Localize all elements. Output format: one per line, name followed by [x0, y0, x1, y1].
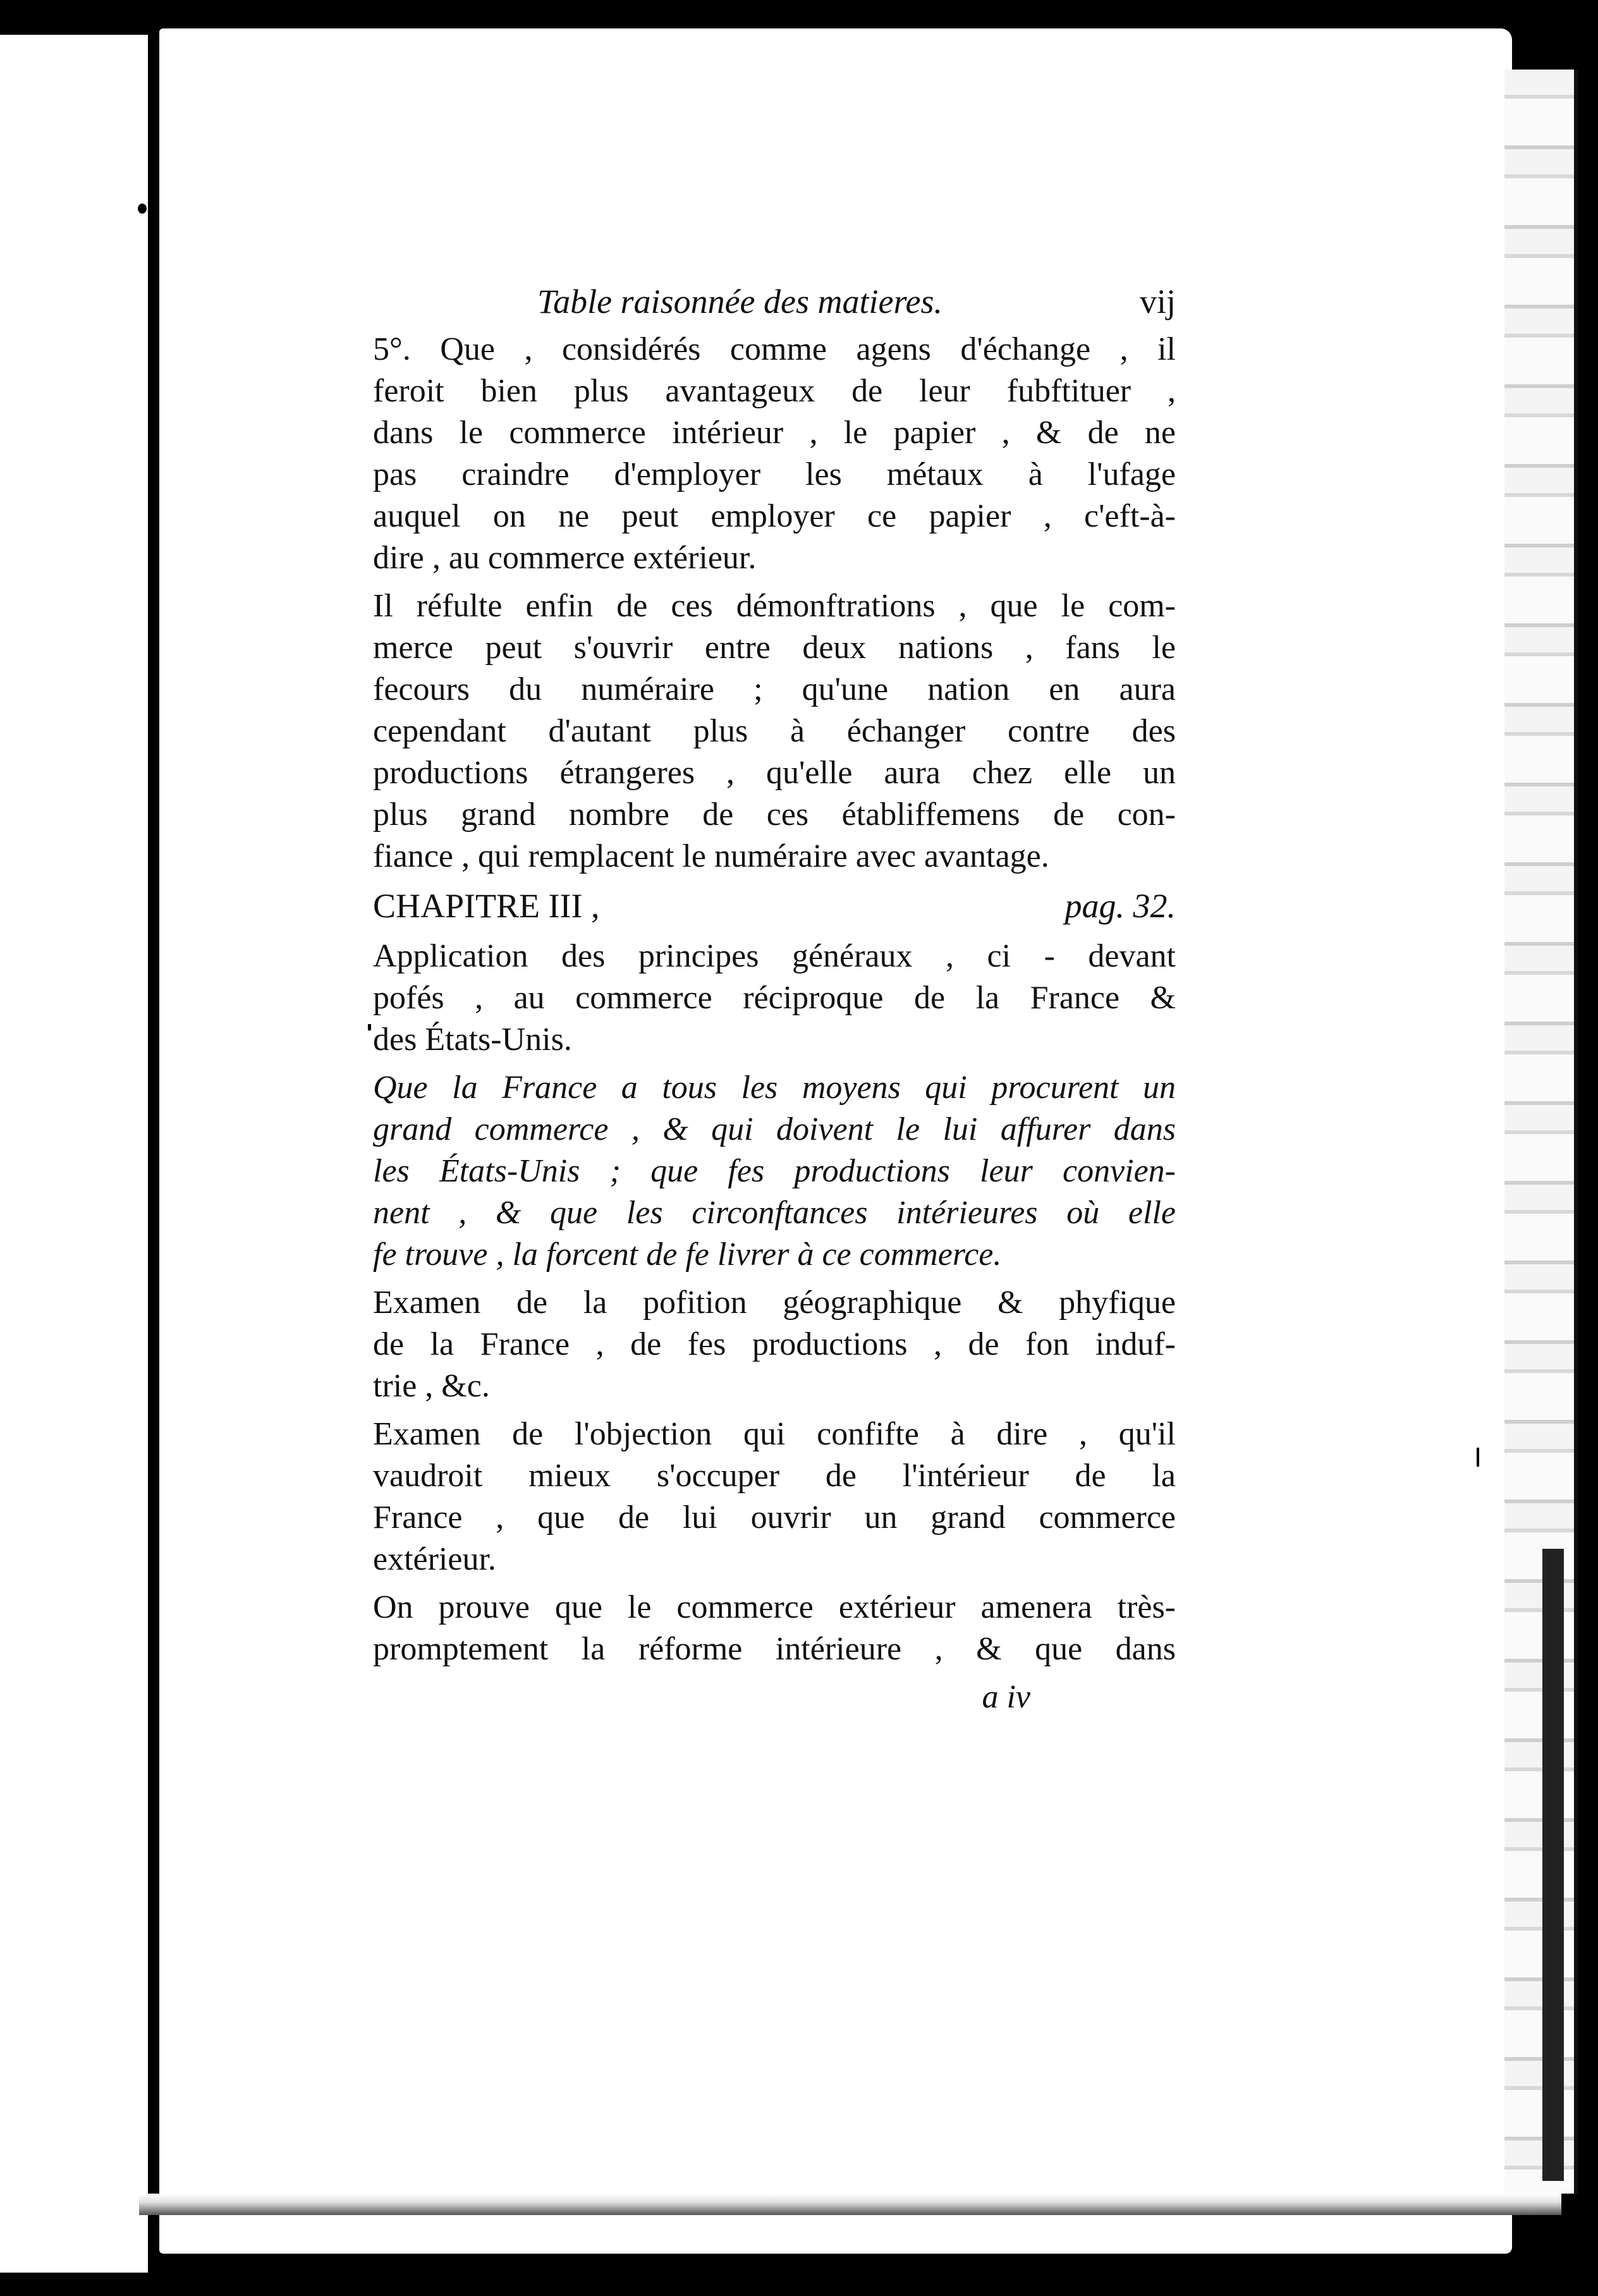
text-line: pas craindre d'employer les métaux à l'ufage — [373, 456, 1176, 492]
text-line: Que la France a tous les moyens qui procurent un — [373, 1070, 1176, 1106]
page-fore-edge — [1504, 70, 1578, 2194]
text-line: Examen de la pofition géographique & phyfique — [373, 1285, 1176, 1321]
text-line: auquel on ne peut employer ce papier , c'eft-à- — [373, 498, 1176, 534]
text-line: fiance , qui remplacent le numéraire avec avantage. — [373, 838, 1049, 874]
text-line: des États-Unis. — [373, 1022, 572, 1058]
text-line: dans le commerce intérieur , le papier , & de ne — [373, 415, 1176, 451]
chapter-summary — [373, 936, 1176, 1061]
page-number: vij — [1139, 283, 1176, 321]
entry-paragraph — [373, 585, 1176, 877]
text-line: Examen de l'objection qui confifte à dire , qu'il — [373, 1416, 1176, 1452]
entry-paragraph — [373, 1587, 1176, 1670]
text-line: plus grand nombre de ces établiffemens de con- — [373, 797, 1176, 833]
text-line: trie , &c. — [373, 1368, 490, 1404]
running-head-title: Table raisonnée des matieres. — [537, 283, 942, 321]
text-line: extérieur. — [373, 1541, 496, 1577]
text-line: les États-Unis ; que fes productions leur convien- — [373, 1153, 1176, 1189]
text-line: dire , au commerce extérieur. — [373, 540, 757, 576]
text-line: Il réfulte enfin de ces démonftrations , que le com- — [373, 588, 1176, 624]
margin-speck — [1477, 1448, 1479, 1467]
running-head — [373, 278, 1176, 326]
entry-paragraph — [373, 1282, 1176, 1407]
page-bottom-edge — [139, 2194, 1561, 2215]
chapter-heading — [373, 885, 1176, 927]
chapter-page-reference: pag. 32. — [1064, 887, 1176, 925]
entry-paragraph — [373, 329, 1176, 579]
text-line: fe trouve , la forcent de fe livrer à ce commerce. — [373, 1237, 1002, 1273]
chapter-label: CHAPITRE III , — [373, 887, 600, 925]
text-line: On prouve que le commerce extérieur amenera très- — [373, 1589, 1176, 1625]
text-line: promptement la réforme intérieure , & que dans — [373, 1631, 1176, 1667]
text-line: merce peut s'ouvrir entre deux nations , fans le — [373, 630, 1176, 666]
page-text — [373, 278, 1176, 1718]
facing-page-edge — [0, 35, 152, 2273]
text-line: cependant d'autant plus à échanger contre des — [373, 713, 1176, 749]
text-line: Application des principes généraux , ci - devant — [373, 938, 1176, 974]
entry-paragraph — [373, 1414, 1176, 1580]
text-line: vaudroit mieux s'occuper de l'intérieur de la — [373, 1458, 1176, 1494]
signature-mark: a iv — [982, 1679, 1030, 1715]
margin-speck — [368, 1024, 371, 1030]
text-line: productions étrangeres , qu'elle aura chez elle un — [373, 755, 1176, 791]
page-edge-shadow — [1542, 1549, 1564, 2181]
text-line: de la France , de fes productions , de fon induf- — [373, 1326, 1176, 1362]
text-line: grand commerce , & qui doivent le lui affurer dans — [373, 1111, 1176, 1147]
margin-speck — [138, 204, 147, 214]
text-line: fecours du numéraire ; qu'une nation en aura — [373, 671, 1176, 707]
text-line: feroit bien plus avantageux de leur fubftituer , — [373, 373, 1176, 409]
text-line: pofés , au commerce réciproque de la France & — [373, 980, 1176, 1016]
text-line: France , que de lui ouvrir un grand commerce — [373, 1499, 1176, 1536]
text-line: 5°. Que , considérés comme agens d'échange , il — [373, 331, 1176, 367]
text-line: nent , & que les circonftances intérieures où elle — [373, 1195, 1176, 1231]
entry-paragraph-italic — [373, 1067, 1176, 1276]
